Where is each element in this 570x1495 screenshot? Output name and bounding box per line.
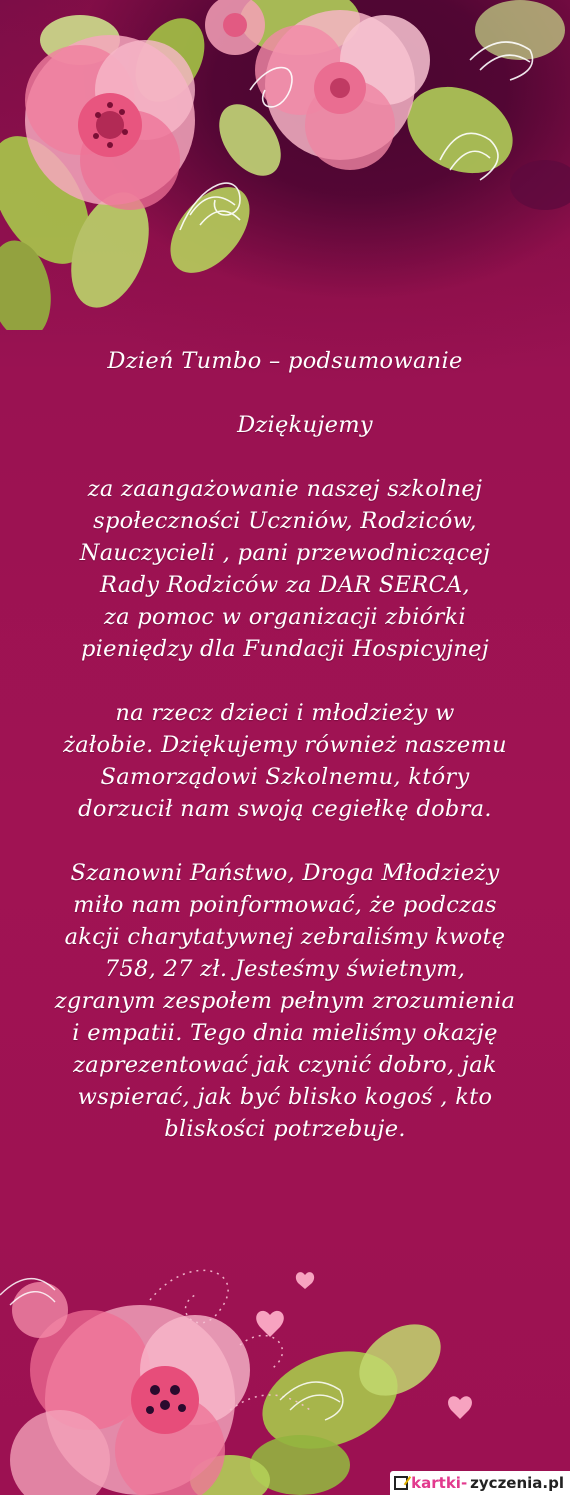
message-line: pieniędzy dla Fundacji Hospicyjnej [80,636,490,662]
message-text [20,345,550,1145]
message-line: żałobie. Dziękujemy również naszemu [63,732,507,758]
message-line: Dziękujemy [237,412,373,438]
card-pencil-icon [394,1476,408,1490]
watermark-text-part1: kartki- [411,1474,468,1492]
line-gap [20,377,550,409]
message-line: Nauczycieli , pani przewodniczącej [79,540,491,566]
watermark-text-part2: zyczenia.pl [470,1474,564,1492]
line-gap [20,441,550,473]
message-line: społeczności Uczniów, Rodziców, [93,508,477,534]
flower-right [255,10,430,170]
message-title: Dzień Tumbo – podsumowanie [107,348,463,374]
flower-small-top [205,0,265,55]
message-line: Szanowni Państwo, Droga Młodzieży [70,860,500,886]
watermark-badge [390,1471,570,1495]
message-line: wspierać, jak być blisko kogoś , kto [77,1084,493,1110]
message-line: dorzucił nam swoją cegiełkę dobra. [78,796,492,822]
bottom-floral-decoration [0,1250,570,1495]
message-line: 758, 27 zł. Jesteśmy świetnym, [104,956,466,982]
message-line: miło nam poinformować, że podczas [73,892,497,918]
line-gap [20,825,550,857]
top-floral-decoration [0,0,570,330]
message-line: bliskości potrzebuje. [164,1116,406,1142]
message-line: za pomoc w organizacji zbiórki [103,604,466,630]
message-line: Rady Rodziców za DAR SERCA, [100,572,470,598]
line-gap [20,665,550,697]
message-line: akcji charytatywnej zebraliśmy kwotę [64,924,506,950]
message-line: na rzecz dzieci i młodzieży w [115,700,455,726]
message-line: za zaangażowanie naszej szkolnej [87,476,483,502]
message-line: Samorządowi Szkolnemu, który [100,764,470,790]
message-line: zaprezentować jak czynić dobro, jak [73,1052,497,1078]
message-line: zgranym zespołem pełnym zrozumienia [54,988,516,1014]
flower-bottom [10,1282,250,1495]
message-line: i empatii. Tego dnia mieliśmy okazję [72,1020,498,1046]
